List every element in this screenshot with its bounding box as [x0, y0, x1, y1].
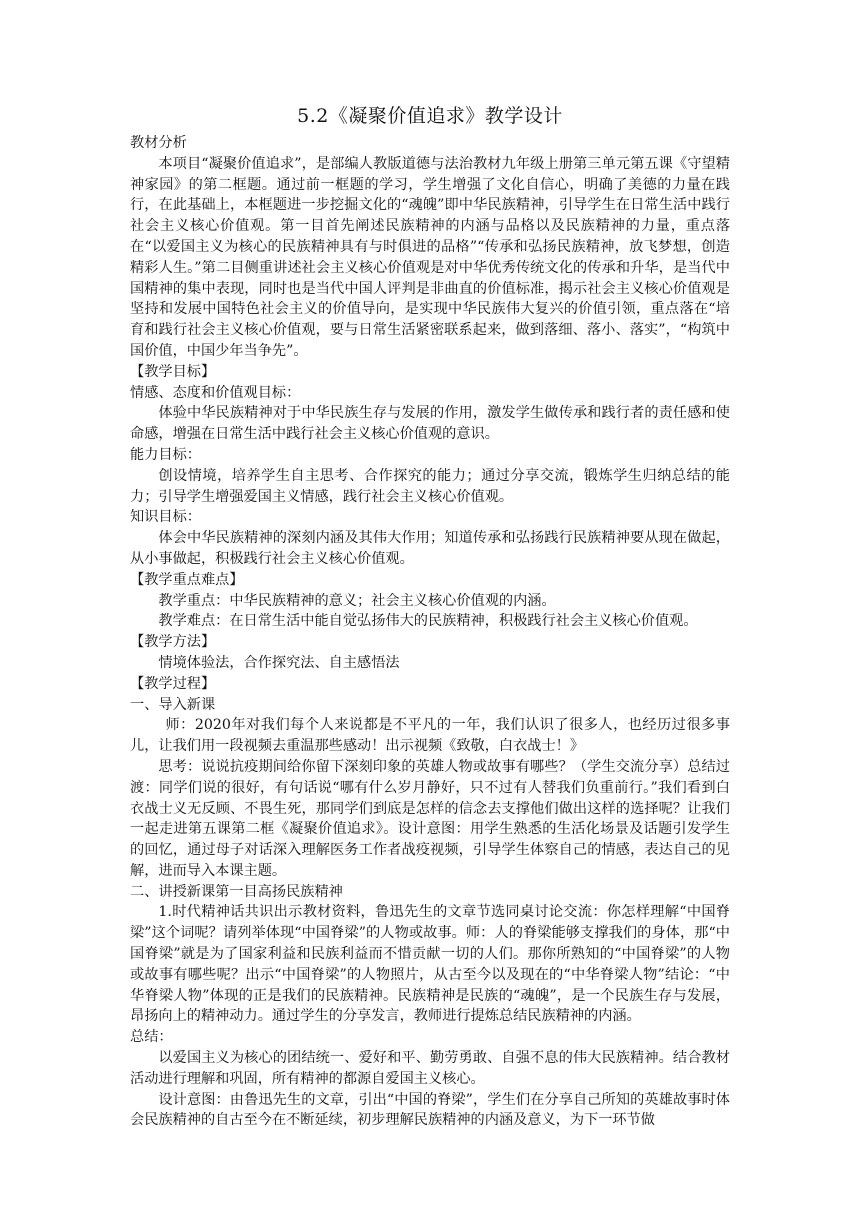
- body-paragraph: 情境体验法，合作探究法、自主感悟法: [158, 654, 400, 671]
- body-paragraph: 教学重点：中华民族精神的意义；社会主义核心价值观的内涵。: [158, 592, 556, 609]
- document-body: [130, 133, 730, 1131]
- document-title: 5.2《凝聚价值追求》教学设计: [297, 105, 563, 127]
- body-paragraph: 创设情境，培养学生自主思考、合作探究的能力；通过分享交流，锻炼学生归纳总结的能力；引导学生增强爱国主义情感，践行社会主义核心价值观。: [130, 467, 730, 505]
- body-paragraph: 思考：说说抗疫期间给你留下深刻印象的英雄人物或故事有哪些？（学生交流分享）总结过渡：同学们说的很好，有句话说“哪有什么岁月静好，只不过有人替我们负重前行。”我们看到白衣战士义无反顾、不畏生死，那同学们到底是怎样的信念去支撑他们做出这样的选择呢？让我们一起走进第五课第二框《凝聚价值追求》。设计意图：用学生熟悉的生活化场景及话题引发学生的回忆，通过母子对话深入理解医务工作者战疫视频，引导学生体察自己的情感，表达自己的见解，进而导入本课主题。: [130, 758, 730, 879]
- body-paragraph: 本项目“凝聚价值追求”，是部编人教版道德与法治教材九年级上册第三单元第五课《守望精神家园》的第二框题。通过前一框题的学习，学生增强了文化自信心，明确了美德的力量在践行，在此基础上，本框题进一步挖掘文化的“魂魄”即中华民族精神，引导学生在日常生活中践行社会主义核心价值观。第一目首先阐述民族精神的内涵与品格以及民族精神的力量，重点落在“以爱国主义为核心的民族精神具有与时俱进的品格”“传承和弘扬民族精神，放飞梦想，创造精彩人生。”第二目侧重讲述社会主义核心价值观是对中华优秀传统文化的传承和升华，是当代中国精神的集中表现，同时也是当代中国人评判是非曲直的价值标准，揭示社会主义核心价值观是坚持和发展中国特色社会主义的价值导向，是实现中华民族伟大复兴的价值引领，重点落在“培育和践行社会主义核心价值观，要与日常生活紧密联系起来，做到落细、落小、落实”，“构筑中国价值，中国少年当争先”。: [130, 155, 730, 359]
- section-heading: 【教学重点难点】: [130, 571, 244, 588]
- section-heading: 一、导入新课: [130, 696, 216, 713]
- section-heading: 总结：: [130, 1029, 173, 1046]
- body-paragraph: 体验中华民族精神对于中华民族生存与发展的作用，激发学生做传承和践行者的责任感和使命感，增强在日常生活中践行社会主义核心价值观的意识。: [130, 405, 730, 443]
- body-paragraph: 1.时代精神话共识出示教材资料，鲁迅先生的文章节选同桌讨论交流：你怎样理解“中国脊梁”这个词呢？请列举体现“中国脊梁”的人物或故事。师：人的脊梁能够支撑我们的身体，那“中国脊梁”就是为了国家利益和民族利益而不惜贡献一切的人们。那你所熟知的“中国脊梁”的人物或故事有哪些呢？出示“中国脊梁”的人物照片，从古至今以及现在的“中华脊梁人物”结论：“中华脊梁人物”体现的正是我们的民族精神。民族精神是民族的“魂魄”，是一个民族生存与发展，昂扬向上的精神动力。通过学生的分享发言，教师进行提炼总结民族精神的内涵。: [130, 904, 730, 1025]
- body-paragraph: 师：2020年对我们每个人来说都是不平凡的一年，我们认识了很多人，也经历过很多事儿，让我们用一段视频去重温那些感动！出示视频《致敬，白衣战士！》: [130, 717, 730, 755]
- section-heading: 二、讲授新课第一目高扬民族精神: [130, 883, 343, 900]
- section-heading: 【教学过程】: [130, 675, 216, 692]
- section-heading: 能力目标：: [130, 446, 201, 463]
- section-heading: 【教学目标】: [130, 363, 216, 380]
- section-heading: 【教学方法】: [130, 634, 216, 651]
- body-paragraph: 体会中华民族精神的深刻内涵及其伟大作用；知道传承和弘扬践行民族精神要从现在做起，从小事做起，积极践行社会主义核心价值观。: [130, 530, 730, 567]
- section-heading: 知识目标：: [130, 509, 201, 526]
- body-paragraph: 教学难点：在日常生活中能自觉弘扬伟大的民族精神，积极践行社会主义核心价值观。: [158, 613, 698, 630]
- body-paragraph: 设计意图：由鲁迅先生的文章，引出“中国的脊梁”，学生们在分享自己所知的英雄故事时体会民族精神的自古至今在不断延续，初步理解民族精神的内涵及意义，为下一环节做: [130, 1091, 730, 1129]
- section-heading: 教材分析: [130, 135, 187, 151]
- section-heading: 情感、态度和价值观目标：: [130, 384, 301, 401]
- body-paragraph: 以爱国主义为核心的团结统一、爱好和平、勤劳勇敢、自强不息的伟大民族精神。结合教材活动进行理解和巩固，所有精神的都源自爱国主义核心。: [130, 1050, 730, 1087]
